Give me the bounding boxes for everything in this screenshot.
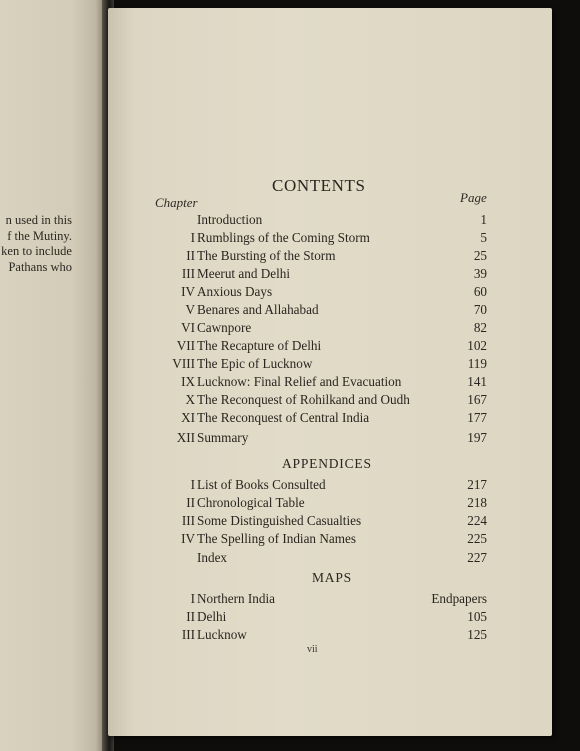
map-page: 105 bbox=[467, 609, 487, 624]
appendix-page: 218 bbox=[467, 495, 487, 510]
chapter-title: The Recapture of Delhi bbox=[197, 338, 322, 353]
chapter-title: The Bursting of the Storm bbox=[197, 248, 336, 263]
chapter-number: VI bbox=[181, 320, 195, 335]
chapter-page: 141 bbox=[467, 374, 487, 389]
map-page: 125 bbox=[467, 627, 487, 642]
chapter-title: The Reconquest of Rohilkand and Oudh bbox=[197, 392, 410, 407]
left-line: f the Mutiny. bbox=[7, 228, 72, 243]
chapter-title: Rumblings of the Coming Storm bbox=[197, 230, 370, 245]
chapter-page: 82 bbox=[473, 320, 487, 335]
toc-row bbox=[0, 265, 580, 283]
chapter-title: Benares and Allahabad bbox=[197, 302, 319, 317]
toc-row bbox=[0, 283, 580, 301]
chapter-page: 197 bbox=[467, 430, 487, 445]
appendix-title: List of Books Consulted bbox=[197, 477, 326, 492]
contents-title: CONTENTS bbox=[272, 176, 366, 195]
chapter-page: 167 bbox=[467, 392, 487, 407]
toc-row bbox=[0, 211, 580, 229]
chapter-page: 177 bbox=[467, 410, 487, 425]
chapter-number: IV bbox=[181, 284, 195, 299]
toc-row bbox=[0, 590, 580, 608]
chapter-title: Cawnpore bbox=[197, 320, 252, 335]
toc-row bbox=[0, 476, 580, 494]
page-folio: vii bbox=[307, 644, 318, 655]
toc-row bbox=[0, 301, 580, 319]
chapter-number: XI bbox=[181, 410, 195, 425]
toc-row bbox=[0, 608, 580, 626]
left-line: n used in this bbox=[5, 213, 72, 227]
toc-row bbox=[0, 373, 580, 391]
toc-row bbox=[0, 391, 580, 409]
chapter-title: The Reconquest of Central India bbox=[197, 410, 370, 425]
map-number: I bbox=[190, 591, 195, 606]
toc-row bbox=[0, 229, 580, 247]
chapter-page: 102 bbox=[467, 338, 487, 353]
appendix-page: 224 bbox=[467, 513, 487, 528]
chapter-page: 60 bbox=[473, 284, 487, 299]
toc-row bbox=[0, 247, 580, 265]
toc-row bbox=[0, 626, 580, 644]
map-title: Lucknow bbox=[197, 627, 247, 642]
chapter-number: XII bbox=[176, 430, 195, 445]
appendix-page: 225 bbox=[467, 531, 487, 546]
chapter-number: I bbox=[190, 230, 195, 245]
appendix-title: The Spelling of Indian Names bbox=[197, 531, 356, 546]
toc-row bbox=[0, 549, 580, 567]
toc-row bbox=[0, 319, 580, 337]
chapter-number: IX bbox=[181, 374, 195, 389]
toc-row bbox=[0, 530, 580, 548]
chapter-column-head: Chapter bbox=[155, 195, 198, 210]
chapter-page: 1 bbox=[480, 212, 487, 227]
toc-row bbox=[0, 337, 580, 355]
chapter-page: 25 bbox=[473, 248, 487, 263]
chapter-title: Meerut and Delhi bbox=[197, 266, 291, 281]
left-line: ken to include bbox=[1, 244, 72, 258]
chapter-page: 70 bbox=[473, 302, 487, 317]
chapter-number: II bbox=[186, 248, 195, 263]
maps-heading: MAPS bbox=[312, 570, 352, 585]
chapter-title: Introduction bbox=[197, 212, 263, 227]
chapter-number: III bbox=[181, 266, 195, 281]
chapter-title: Summary bbox=[197, 430, 249, 445]
chapter-number: VII bbox=[176, 338, 195, 353]
map-title: Northern India bbox=[197, 591, 275, 606]
chapter-number: VIII bbox=[172, 356, 195, 371]
appendix-number: I bbox=[190, 477, 195, 492]
page-column-head: Page bbox=[460, 190, 487, 205]
toc-row bbox=[0, 512, 580, 530]
chapter-number: V bbox=[185, 302, 195, 317]
chapter-title: Lucknow: Final Relief and Evacuation bbox=[197, 374, 402, 389]
appendix-number: II bbox=[186, 495, 195, 510]
chapter-page: 39 bbox=[473, 266, 487, 281]
appendix-number: III bbox=[181, 513, 195, 528]
appendix-title: Chronological Table bbox=[197, 495, 305, 510]
toc-row bbox=[0, 494, 580, 512]
left-line: Pathans who bbox=[8, 259, 72, 274]
toc-row bbox=[0, 429, 580, 447]
chapter-page: 5 bbox=[480, 230, 487, 245]
chapter-title: Anxious Days bbox=[197, 284, 273, 299]
chapter-title: The Epic of Lucknow bbox=[197, 356, 313, 371]
toc-row bbox=[0, 355, 580, 373]
chapter-number: X bbox=[185, 392, 195, 407]
toc-row bbox=[0, 409, 580, 427]
map-page: Endpapers bbox=[431, 591, 487, 606]
map-number: III bbox=[181, 627, 195, 642]
appendix-page: 227 bbox=[467, 550, 487, 565]
chapter-page: 119 bbox=[467, 356, 487, 371]
map-title: Delhi bbox=[197, 609, 227, 624]
appendices-heading: APPENDICES bbox=[282, 456, 372, 471]
map-number: II bbox=[186, 609, 195, 624]
appendix-number: IV bbox=[181, 531, 195, 546]
appendix-title: Some Distinguished Casualties bbox=[197, 513, 362, 528]
appendix-page: 217 bbox=[467, 477, 487, 492]
appendix-title: Index bbox=[197, 550, 228, 565]
